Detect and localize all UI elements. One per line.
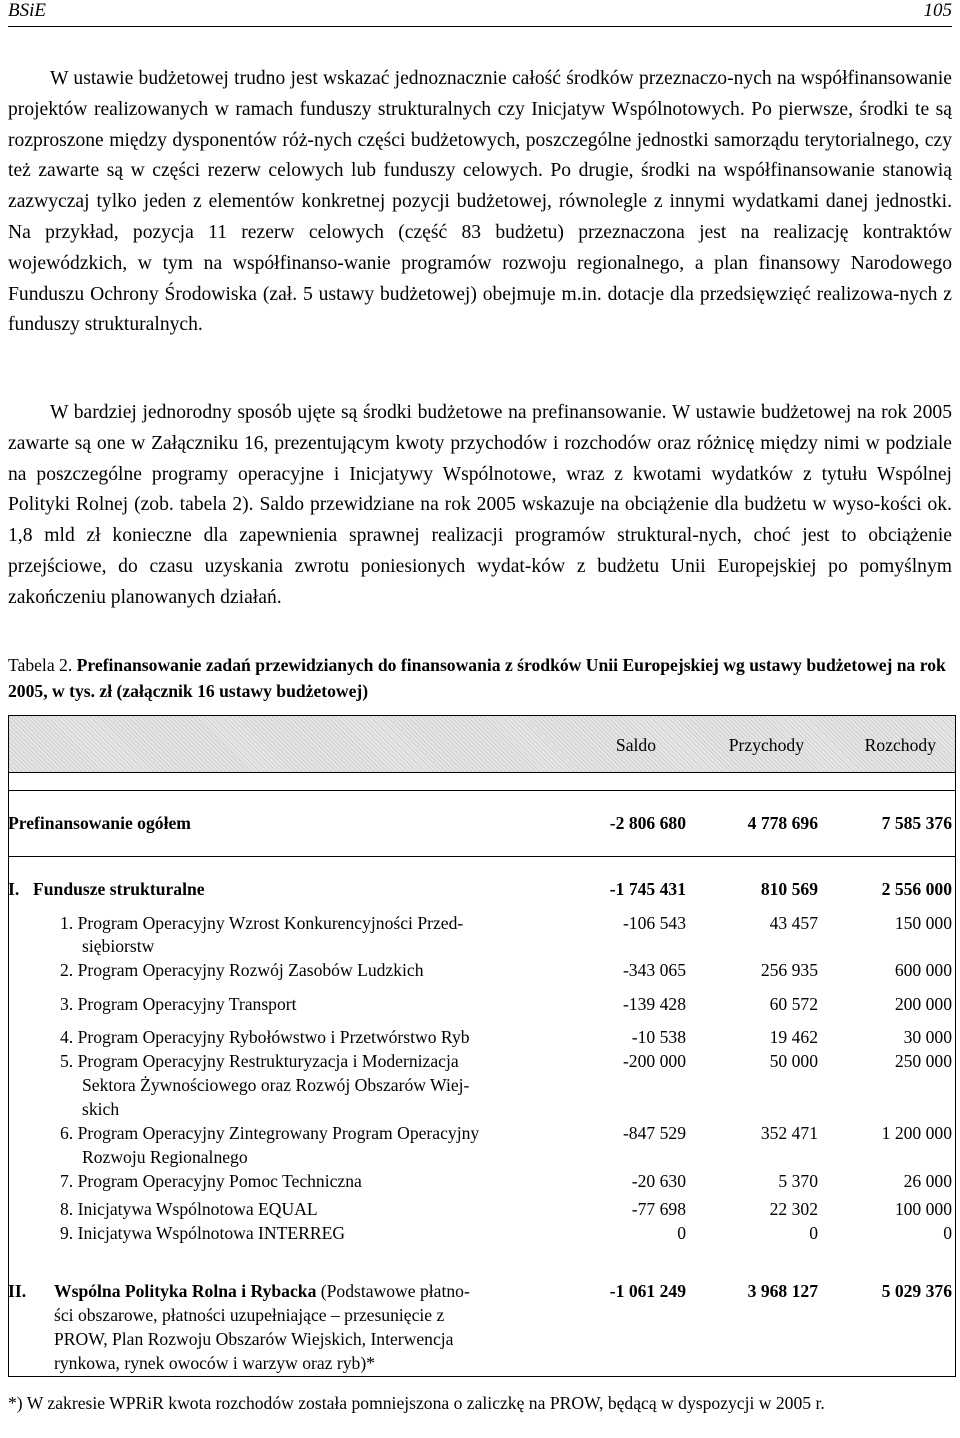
row-rozchody: 26 000 xyxy=(903,1171,952,1191)
table-divider xyxy=(8,790,956,791)
row-rozchody: 100 000 xyxy=(894,1199,952,1219)
col-header-saldo: Saldo xyxy=(615,735,656,755)
row-label: 8. Inicjatywa Wspólnotowa EQUAL xyxy=(60,1199,318,1219)
row-saldo: -20 630 xyxy=(631,1171,686,1191)
table-caption xyxy=(8,652,952,704)
section2-label-line2: ści obszarowe, płatności uzupełniające – przesunięcie z xyxy=(54,1305,445,1325)
row-przychody: 50 000 xyxy=(769,1051,818,1071)
section2-label-line1 xyxy=(54,1279,470,1303)
row-saldo: 0 xyxy=(677,1223,686,1243)
row-label-cont: siębiorstw xyxy=(82,936,155,956)
row-przychody: 0 xyxy=(809,1223,818,1243)
row-rozchody: 600 000 xyxy=(894,960,952,980)
col-header-rozchody: Rozchody xyxy=(864,735,936,755)
paragraph-1: W ustawie budżetowej trudno jest wskazać jednoznacznie całość środków przeznaczo-nych na współfinansowanie projektów realizowanych w ramach funduszy strukturalnych czy Inicjatyw Wspólnotowych. Po pierwsze, środki te są rozproszone między dysponentów róż-nych części budżetowych, poszczególne jednostki samorządu terytorialnego, czy też zawarte są w części rezerw celowych lub funduszy celowych. Po drugie, środki na współfinansowanie stanowią zazwyczaj tylko jeden z elementów konkretnej pozycji budżetowej, równolegle z innymi wydatkami danej jednostki. Na przykład, pozycja 11 rezerw celowych (część 83 budżetu) przeznaczona jest na realizację kontraktów wojewódzkich, w tym na współfinanso-wanie programów rozwoju regionalnego, a plan finansowy Narodowego Funduszu Ochrony Środowiska (zał. 5 ustawy budżetowej) obejmuje m.in. dotacje dla przedsięwzięć realizowa-nych z funduszy strukturalnych. xyxy=(8,68,952,336)
journal-name: BSiE xyxy=(8,0,46,21)
row-label: 9. Inicjatywa Wspólnotowa INTERREG xyxy=(60,1223,346,1243)
section2-label-line4: rynkowa, rynek owoców i warzyw oraz ryb)* xyxy=(54,1353,375,1373)
total-przychody: 4 778 696 xyxy=(747,813,818,833)
row-rozchody: 0 xyxy=(943,1223,952,1243)
paragraph-2: W bardziej jednorodny sposób ujęte są środki budżetowe na prefinansowanie. W ustawie budżetowej na rok 2005 zawarte są one w Załączniku 16, prezentującym kwoty przychodów i rozchodów oraz różnicę między nimi w podziale na poszczególne programy operacyjne i Inicjatywy Wspólnotowe, wraz z kwotami wydatków z tytułu Wspólnej Polityki Rolnej (zob. tabela 2). Saldo przewidziane na rok 2005 wskazuje na obciążenie dla budżetu w wyso-kości ok. 1,8 mld zł konieczne dla zapewnienia sprawnej realizacji programów struktural-nych, choć jest to obciążenie przejściowe, do czasu uzyskania zwrotu poniesionych wydat-ków z budżetu Unii Europejskiej po pomyślnym zakończeniu planowanych działań. xyxy=(8,402,952,608)
row-przychody: 60 572 xyxy=(769,994,818,1014)
row-przychody: 5 370 xyxy=(778,1171,818,1191)
row-saldo: -200 000 xyxy=(622,1051,686,1071)
row-przychody: 352 471 xyxy=(760,1123,818,1143)
caption-prefix: Tabela 2. xyxy=(8,655,73,675)
row-label-cont: Sektora Żywnościowego oraz Rozwój Obszarów Wiej- xyxy=(82,1075,470,1095)
row-saldo: -139 428 xyxy=(622,994,686,1014)
row-rozchody: 1 200 000 xyxy=(881,1123,952,1143)
footnote: *) W zakresie WPRiR kwota rozchodów została pomniejszona o zaliczkę na PROW, będącą w dyspozycji w 2005 r. xyxy=(8,1393,825,1413)
section2-przychody: 3 968 127 xyxy=(747,1281,818,1301)
caption-title: Prefinansowanie zadań przewidzianych do finansowania z środków Unii Europejskiej wg ustawy budżetowej na rok 2005, w tys. zł (załącznik 16 ustawy budżetowej) xyxy=(8,655,946,701)
row-label: 4. Program Operacyjny Rybołówstwo i Przetwórstwo Ryb xyxy=(60,1027,470,1047)
section1-saldo: -1 745 431 xyxy=(609,879,686,899)
row-rozchody: 150 000 xyxy=(894,913,952,933)
col-header-przychody: Przychody xyxy=(728,735,804,755)
row-saldo: -106 543 xyxy=(622,913,686,933)
section2-label-line3: PROW, Plan Rozwoju Obszarów Wiejskich, Interwencja xyxy=(54,1329,454,1349)
section2-rozchody: 5 029 376 xyxy=(881,1281,952,1301)
section1-num: I. xyxy=(8,879,20,899)
section2-label-rest: (Podstawowe płatno- xyxy=(316,1281,470,1301)
section1-przychody: 810 569 xyxy=(760,879,818,899)
row-saldo: -343 065 xyxy=(622,960,686,980)
row-przychody: 43 457 xyxy=(769,913,818,933)
row-przychody: 19 462 xyxy=(769,1027,818,1047)
row-saldo: -77 698 xyxy=(631,1199,686,1219)
row-label: 5. Program Operacyjny Restrukturyzacja i Modernizacja xyxy=(60,1051,459,1071)
total-saldo: -2 806 680 xyxy=(609,813,686,833)
table-header-band xyxy=(8,715,956,773)
section2-saldo: -1 061 249 xyxy=(609,1281,686,1301)
row-label: 7. Program Operacyjny Pomoc Techniczna xyxy=(60,1171,362,1191)
row-rozchody: 200 000 xyxy=(894,994,952,1014)
page-header xyxy=(8,0,952,27)
row-saldo: -10 538 xyxy=(631,1027,686,1047)
section2-num: II. xyxy=(8,1281,27,1301)
row-label: 6. Program Operacyjny Zintegrowany Program Operacyjny xyxy=(60,1123,480,1143)
row-przychody: 256 935 xyxy=(760,960,818,980)
row-label: 2. Program Operacyjny Rozwój Zasobów Ludzkich xyxy=(60,960,424,980)
row-rozchody: 30 000 xyxy=(903,1027,952,1047)
page-number: 105 xyxy=(923,0,952,21)
section1-label: Fundusze strukturalne xyxy=(33,879,205,899)
section2-label-bold: Wspólna Polityka Rolna i Rybacka xyxy=(54,1281,317,1301)
row-label-cont: skich xyxy=(82,1099,120,1119)
row-rozchody: 250 000 xyxy=(894,1051,952,1071)
table-divider xyxy=(8,856,956,857)
row-label: 1. Program Operacyjny Wzrost Konkurencyjności Przed- xyxy=(60,913,464,933)
row-label-cont: Rozwoju Regionalnego xyxy=(82,1147,248,1167)
total-label: Prefinansowanie ogółem xyxy=(8,813,191,833)
total-rozchody: 7 585 376 xyxy=(881,813,952,833)
section1-rozchody: 2 556 000 xyxy=(881,879,952,899)
row-label: 3. Program Operacyjny Transport xyxy=(60,994,297,1014)
row-saldo: -847 529 xyxy=(622,1123,686,1143)
row-przychody: 22 302 xyxy=(769,1199,818,1219)
